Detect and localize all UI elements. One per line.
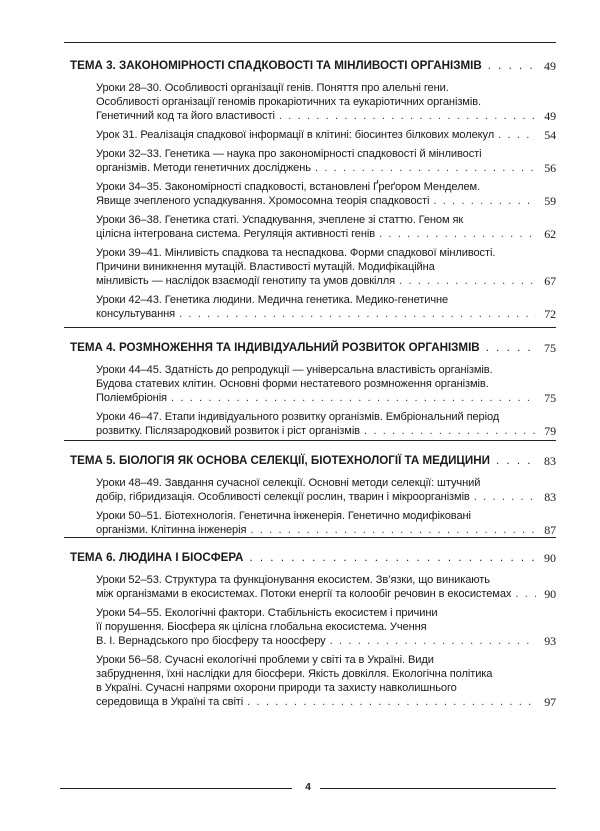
dot-leader bbox=[315, 161, 536, 175]
toc-entry[interactable] bbox=[96, 81, 556, 123]
toc-entry[interactable] bbox=[96, 147, 556, 175]
entry-line: мінливість — наслідок взаємодії генотипу та умов довкілля bbox=[96, 275, 396, 287]
entry-page-number: 62 bbox=[544, 227, 556, 241]
toc-entry[interactable] bbox=[96, 410, 556, 438]
entry-line: цілісна інтегрована система. Регуляція активності генів bbox=[96, 228, 376, 240]
toc-entry[interactable] bbox=[96, 509, 556, 537]
entry-line: консультування bbox=[96, 308, 176, 320]
theme-page-number: 90 bbox=[544, 551, 556, 565]
theme-heading[interactable] bbox=[70, 551, 556, 565]
entry-line: Уроки 50–51. Біотехнологія. Генетична інженерія. Генетично модифіковані bbox=[96, 510, 471, 522]
entry-page-number: 97 bbox=[544, 695, 556, 709]
dot-leader bbox=[474, 490, 536, 504]
dot-leader bbox=[488, 59, 538, 73]
entry-line: середовища в Україні та світі bbox=[96, 696, 244, 708]
dot-leader bbox=[364, 424, 536, 438]
entry-line: в Україні. Сучасні напрями охорони природи та захисту навколишнього bbox=[96, 682, 457, 694]
entry-last-line bbox=[96, 587, 556, 601]
toc-entry[interactable] bbox=[96, 476, 556, 504]
entry-line: Особливості організації геномів прокаріотичних та еукаріотичних організмів. bbox=[96, 96, 481, 108]
entry-line: розвитку. Післязародковий розвиток і ріст організмів bbox=[96, 425, 360, 437]
entry-page-number: 93 bbox=[544, 634, 556, 648]
dot-leader bbox=[249, 551, 538, 565]
entry-line: Уроки 44–45. Здатність до репродукції — універсальна властивість організмів. bbox=[96, 364, 493, 376]
entry-page-number: 90 bbox=[544, 587, 556, 601]
entry-line: організми. Клітинна інженерія bbox=[96, 524, 247, 536]
footer-rule-right bbox=[320, 788, 556, 789]
entry-line: Поліембріонія bbox=[96, 392, 167, 404]
entry-last-line bbox=[96, 194, 556, 208]
entry-last-line bbox=[96, 523, 556, 537]
entry-line: Уроки 36–38. Генетика статі. Успадкування, зчеплене зі статтю. Геном як bbox=[96, 214, 464, 226]
entry-line: Уроки 46–47. Етапи індивідуального розвитку організмів. Ембріональний період bbox=[96, 411, 500, 423]
theme-heading[interactable] bbox=[70, 59, 556, 73]
theme-page-number: 75 bbox=[544, 341, 556, 355]
entry-line: Уроки 34–35. Закономірності спадковості, встановлені Ґреґором Менделем. bbox=[96, 181, 481, 193]
theme-heading[interactable] bbox=[70, 341, 556, 355]
entry-page-number: 87 bbox=[544, 523, 556, 537]
entry-line: Уроки 56–58. Сучасні екологічні проблеми у світі та в Україні. Види bbox=[96, 654, 434, 666]
theme-title: ТЕМА 3. ЗАКОНОМІРНОСТІ СПАДКОВОСТІ ТА МІНЛИВОСТІ ОРГАНІЗМІВ bbox=[70, 59, 482, 72]
entry-page-number: 79 bbox=[544, 424, 556, 438]
section-divider bbox=[64, 327, 556, 328]
entry-line: забруднення, їхні наслідки для біосфери. Якість довкілля. Екологічна політика bbox=[96, 668, 493, 680]
dot-leader bbox=[515, 587, 536, 601]
entry-line: Будова статевих клітин. Основні форми нестатевого розмноження організмів. bbox=[96, 378, 489, 390]
entry-line: Уроки 48–49. Завдання сучасної селекції. Основні методи селекції: штучний bbox=[96, 477, 481, 489]
entry-last-line bbox=[96, 128, 556, 142]
dot-leader bbox=[179, 307, 536, 321]
toc-entry[interactable] bbox=[96, 128, 556, 142]
entry-line: Явище зчепленого успадкування. Хромосомна теорія спадковості bbox=[96, 195, 430, 207]
entry-last-line bbox=[96, 424, 556, 438]
toc-entry[interactable] bbox=[96, 363, 556, 405]
entry-page-number: 54 bbox=[544, 128, 556, 142]
entry-line: Урок 31. Реалізація спадкової інформації в клітині: біосинтез білкових молекул bbox=[96, 129, 495, 141]
page-footer bbox=[60, 782, 556, 794]
entry-line: Причини виникнення мутацій. Властивості мутацій. Модифікаційна bbox=[96, 261, 435, 273]
entry-line: добір, гібридизація. Особливості селекції рослин, тварин і мікроорганізмів bbox=[96, 491, 470, 503]
dot-leader bbox=[498, 128, 536, 142]
entry-last-line bbox=[96, 161, 556, 175]
entry-last-line bbox=[96, 109, 556, 123]
dot-leader bbox=[399, 274, 536, 288]
theme-title: ТЕМА 4. РОЗМНОЖЕННЯ ТА ІНДИВІДУАЛЬНИЙ РОЗВИТОК ОРГАНІЗМІВ bbox=[70, 341, 480, 354]
entry-page-number: 67 bbox=[544, 274, 556, 288]
entry-page-number: 75 bbox=[544, 391, 556, 405]
dot-leader bbox=[486, 341, 538, 355]
toc-entry[interactable] bbox=[96, 293, 556, 321]
dot-leader bbox=[247, 695, 536, 709]
entry-line: Уроки 52–53. Структура та функціонування екосистем. Зв’язки, що виникають bbox=[96, 574, 490, 586]
entry-page-number: 59 bbox=[544, 194, 556, 208]
theme-title: ТЕМА 6. ЛЮДИНА І БІОСФЕРА bbox=[70, 551, 244, 564]
toc-entry[interactable] bbox=[96, 213, 556, 241]
entry-line: В. І. Вернадського про біосферу та ноосферу bbox=[96, 635, 326, 647]
toc-entry[interactable] bbox=[96, 653, 556, 709]
entry-line: між організмами в екосистемах. Потоки енергії та колообіг речовин в екосистемах bbox=[96, 588, 512, 600]
section-divider bbox=[64, 440, 556, 441]
entry-line: Уроки 28–30. Особливості організації генів. Поняття про алельні гени. bbox=[96, 82, 449, 94]
dot-leader bbox=[379, 227, 536, 241]
entry-line: її порушення. Біосфера як цілісна глобальна екосистема. Учення bbox=[96, 621, 427, 633]
section-divider bbox=[64, 537, 556, 538]
entry-page-number: 49 bbox=[544, 109, 556, 123]
entry-line: організмів. Методи генетичних досліджень bbox=[96, 162, 311, 174]
entry-last-line bbox=[96, 391, 556, 405]
theme-page-number: 83 bbox=[544, 454, 556, 468]
entry-last-line bbox=[96, 227, 556, 241]
toc-entry[interactable] bbox=[96, 606, 556, 648]
toc-entry[interactable] bbox=[96, 573, 556, 601]
toc-entry[interactable] bbox=[96, 246, 556, 288]
page-number: 4 bbox=[305, 782, 311, 793]
dot-leader bbox=[330, 634, 536, 648]
dot-leader bbox=[279, 109, 536, 123]
dot-leader bbox=[171, 391, 536, 405]
dot-leader bbox=[433, 194, 536, 208]
entry-line: Генетичний код та його властивості bbox=[96, 110, 275, 122]
toc-entry[interactable] bbox=[96, 180, 556, 208]
top-divider bbox=[64, 42, 556, 43]
entry-last-line bbox=[96, 695, 556, 709]
entry-last-line bbox=[96, 634, 556, 648]
entry-last-line bbox=[96, 274, 556, 288]
theme-title: ТЕМА 5. БІОЛОГІЯ ЯК ОСНОВА СЕЛЕКЦІЇ, БІОТЕХНОЛОГІЇ ТА МЕДИЦИНИ bbox=[70, 454, 490, 467]
entry-line: Уроки 54–55. Екологічні фактори. Стабільність екосистем і причини bbox=[96, 607, 438, 619]
entry-page-number: 72 bbox=[544, 307, 556, 321]
dot-leader bbox=[496, 454, 538, 468]
dot-leader bbox=[250, 523, 536, 537]
theme-heading[interactable] bbox=[70, 454, 556, 468]
entry-line: Уроки 32–33. Генетика — наука про закономірності спадковості й мінливості bbox=[96, 148, 482, 160]
entry-line: Уроки 42–43. Генетика людини. Медична генетика. Медико-генетичне bbox=[96, 294, 449, 306]
entry-page-number: 83 bbox=[544, 490, 556, 504]
entry-line: Уроки 39–41. Мінливість спадкова та неспадкова. Форми спадкової мінливості. bbox=[96, 247, 496, 259]
entry-page-number: 56 bbox=[544, 161, 556, 175]
theme-page-number: 49 bbox=[544, 59, 556, 73]
entry-last-line bbox=[96, 307, 556, 321]
entry-last-line bbox=[96, 490, 556, 504]
